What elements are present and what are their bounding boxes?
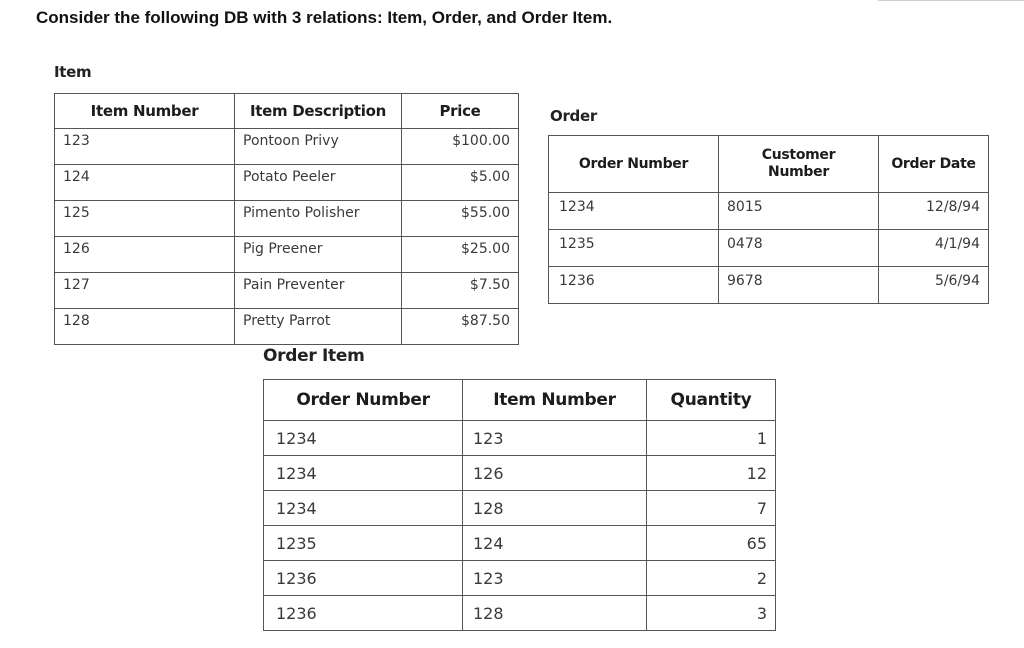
- order-number-cell: 1235: [549, 230, 719, 267]
- item-number-header: Item Number: [55, 94, 235, 129]
- quantity-cell: 7: [647, 491, 776, 526]
- table-row: [264, 596, 776, 631]
- item-description-cell: Pig Preener: [235, 237, 402, 273]
- table-row: [549, 267, 989, 304]
- customer-number-header: Customer Number: [719, 136, 879, 193]
- order-number-cell: 1235: [264, 526, 463, 561]
- quantity-cell: 65: [647, 526, 776, 561]
- item-table-caption: Item: [54, 63, 92, 81]
- item-description-cell: Pimento Polisher: [235, 201, 402, 237]
- order-date-header: Order Date: [879, 136, 989, 193]
- table-row: [264, 491, 776, 526]
- order-number-cell: 1234: [264, 456, 463, 491]
- item-number-cell: 124: [55, 165, 235, 201]
- customer-number-cell: 8015: [719, 193, 879, 230]
- table-row: [55, 165, 519, 201]
- item-number-cell: 127: [55, 273, 235, 309]
- order-item-header-row: [264, 380, 776, 421]
- order-number-cell: 1236: [549, 267, 719, 304]
- item-header-row: [55, 94, 519, 129]
- item-description-cell: Pontoon Privy: [235, 129, 402, 165]
- item-number-cell: 126: [55, 237, 235, 273]
- item-number-cell: 128: [55, 309, 235, 345]
- quantity-cell: 3: [647, 596, 776, 631]
- table-row: [55, 237, 519, 273]
- table-row: [264, 561, 776, 596]
- table-row: [264, 526, 776, 561]
- order-number-cell: 1234: [264, 421, 463, 456]
- order-item-table: [263, 379, 776, 631]
- order-number-header: Order Number: [264, 380, 463, 421]
- item-number-cell: 123: [463, 561, 647, 596]
- order-item-table-caption: Order Item: [263, 346, 365, 366]
- order-header-row: [549, 136, 989, 193]
- table-row: [264, 456, 776, 491]
- price-header: Price: [402, 94, 519, 129]
- item-description-cell: Pain Preventer: [235, 273, 402, 309]
- order-number-header: Order Number: [549, 136, 719, 193]
- order-number-cell: 1236: [264, 596, 463, 631]
- price-cell: $7.50: [402, 273, 519, 309]
- quantity-header: Quantity: [647, 380, 776, 421]
- order-table: [548, 135, 989, 304]
- item-number-cell: 123: [55, 129, 235, 165]
- question-text: Consider the following DB with 3 relations: Item, Order, and Order Item.: [36, 8, 613, 27]
- order-date-cell: 5/6/94: [879, 267, 989, 304]
- order-number-cell: 1234: [264, 491, 463, 526]
- item-number-header: Item Number: [463, 380, 647, 421]
- table-row: [55, 129, 519, 165]
- table-row: [264, 421, 776, 456]
- price-cell: $87.50: [402, 309, 519, 345]
- top-divider: [878, 0, 1024, 1]
- item-description-header: Item Description: [235, 94, 402, 129]
- customer-number-cell: 9678: [719, 267, 879, 304]
- table-row: [55, 273, 519, 309]
- price-cell: $5.00: [402, 165, 519, 201]
- item-number-cell: 126: [463, 456, 647, 491]
- quantity-cell: 2: [647, 561, 776, 596]
- item-number-cell: 123: [463, 421, 647, 456]
- price-cell: $25.00: [402, 237, 519, 273]
- item-number-cell: 128: [463, 491, 647, 526]
- item-table: [54, 93, 519, 345]
- item-number-cell: 124: [463, 526, 647, 561]
- table-row: [55, 309, 519, 345]
- item-description-cell: Potato Peeler: [235, 165, 402, 201]
- quantity-cell: 12: [647, 456, 776, 491]
- table-row: [549, 193, 989, 230]
- price-cell: $100.00: [402, 129, 519, 165]
- item-description-cell: Pretty Parrot: [235, 309, 402, 345]
- order-date-cell: 12/8/94: [879, 193, 989, 230]
- quantity-cell: 1: [647, 421, 776, 456]
- item-number-cell: 128: [463, 596, 647, 631]
- customer-number-cell: 0478: [719, 230, 879, 267]
- table-row: [55, 201, 519, 237]
- price-cell: $55.00: [402, 201, 519, 237]
- table-row: [549, 230, 989, 267]
- order-table-caption: Order: [550, 107, 597, 125]
- order-number-cell: 1234: [549, 193, 719, 230]
- order-number-cell: 1236: [264, 561, 463, 596]
- order-date-cell: 4/1/94: [879, 230, 989, 267]
- item-number-cell: 125: [55, 201, 235, 237]
